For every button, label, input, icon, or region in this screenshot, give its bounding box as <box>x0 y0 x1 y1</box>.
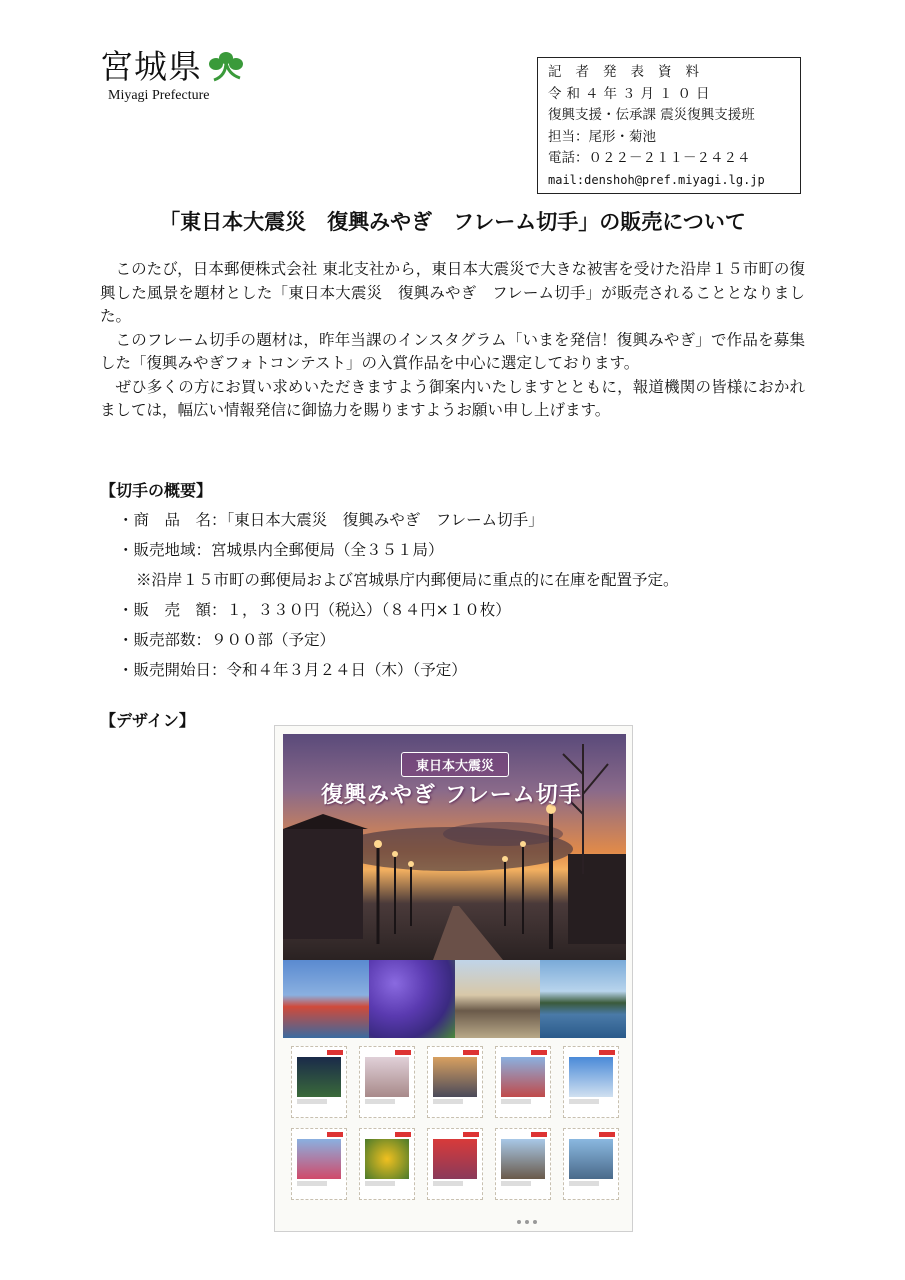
stamp <box>427 1128 483 1200</box>
body-paragraph: このフレーム切手の題材は，昨年当課のインスタグラム「いまを発信！復興みやぎ」で作品を募集した「復興みやぎフォトコンテスト」の入賞作品を中心に選定しております。 <box>100 330 805 372</box>
list-note: ※沿岸１５市町の郵便局および宮城県庁内郵便局に重点的に在庫を配置予定。 <box>136 571 679 589</box>
photo-irises <box>369 960 455 1038</box>
sheet-badge: 東日本大震災 <box>401 752 509 777</box>
photo-festival-boats <box>283 960 369 1038</box>
stamp <box>495 1128 551 1200</box>
overview-list <box>118 505 679 685</box>
body-paragraph: このたび，日本郵便株式会社 東北支社から，東日本大震災で大きな被害を受けた沿岸１５市町の復興した風景を題材とした「東日本大震災 復興みやぎ フレーム切手」が販売されることとなりました。 <box>100 260 805 325</box>
body-paragraph: ぜひ多くの方にお買い求めいただきますよう御案内いたしますとともに，報道機関の皆様におかれましては，幅広い情報発信に御協力を賜りますようお願い申し上げます。 <box>100 377 805 419</box>
sheet-title: 復興みやぎ フレーム切手 <box>321 783 582 808</box>
list-item: ・販売部数：９００部（予定） <box>118 631 336 649</box>
prefecture-name: 宮城県 <box>100 47 202 86</box>
photo-sheep <box>455 960 541 1038</box>
stamp <box>563 1046 619 1118</box>
list-item: ・販 売 額：１，３３０円（税込）（８４円×１０枚） <box>118 601 511 619</box>
stamp <box>291 1046 347 1118</box>
list-item: ・販売開始日：令和４年３月２４日（木）（予定） <box>118 661 467 679</box>
stamp <box>495 1046 551 1118</box>
stamp <box>359 1128 415 1200</box>
overview-heading: 【切手の概要】 <box>100 481 213 500</box>
stamp <box>427 1046 483 1118</box>
stamp <box>291 1128 347 1200</box>
body-text <box>100 258 805 423</box>
prefecture-name-en: Miyagi Prefecture <box>108 88 210 103</box>
list-item: ・商 品 名：「東日本大震災 復興みやぎ フレーム切手」 <box>118 511 544 529</box>
stamp <box>359 1046 415 1118</box>
stamp-sheet-image <box>274 725 633 1232</box>
department: 復興支援・伝承課 震災復興支援班 <box>548 107 755 123</box>
photo-islands-bay <box>540 960 626 1038</box>
doc-type: 記者発表資料 <box>548 64 713 80</box>
release-date: 令和４年３月１０日 <box>548 85 715 102</box>
design-heading: 【デザイン】 <box>100 711 195 730</box>
document-title: 「東日本大震災 復興みやぎ フレーム切手」の販売について <box>159 210 746 234</box>
sheet-hero-photo <box>283 734 626 960</box>
sheet-photo-strip <box>283 960 626 1038</box>
sheet-footer-marks <box>283 1217 626 1227</box>
phone: 電話：０２２－２１１－２４２４ <box>548 150 751 166</box>
list-item: ・販売地域：宮城県内全郵便局（全３５１局） <box>118 541 444 559</box>
stamp <box>563 1128 619 1200</box>
contact-person: 担当：尾形・菊池 <box>548 128 656 145</box>
press-info-box <box>537 57 801 194</box>
prefecture-logo <box>100 48 209 104</box>
email: mail:denshoh@pref.miyagi.lg.jp <box>548 172 765 187</box>
miyagi-hagi-leaf-icon <box>206 50 246 84</box>
